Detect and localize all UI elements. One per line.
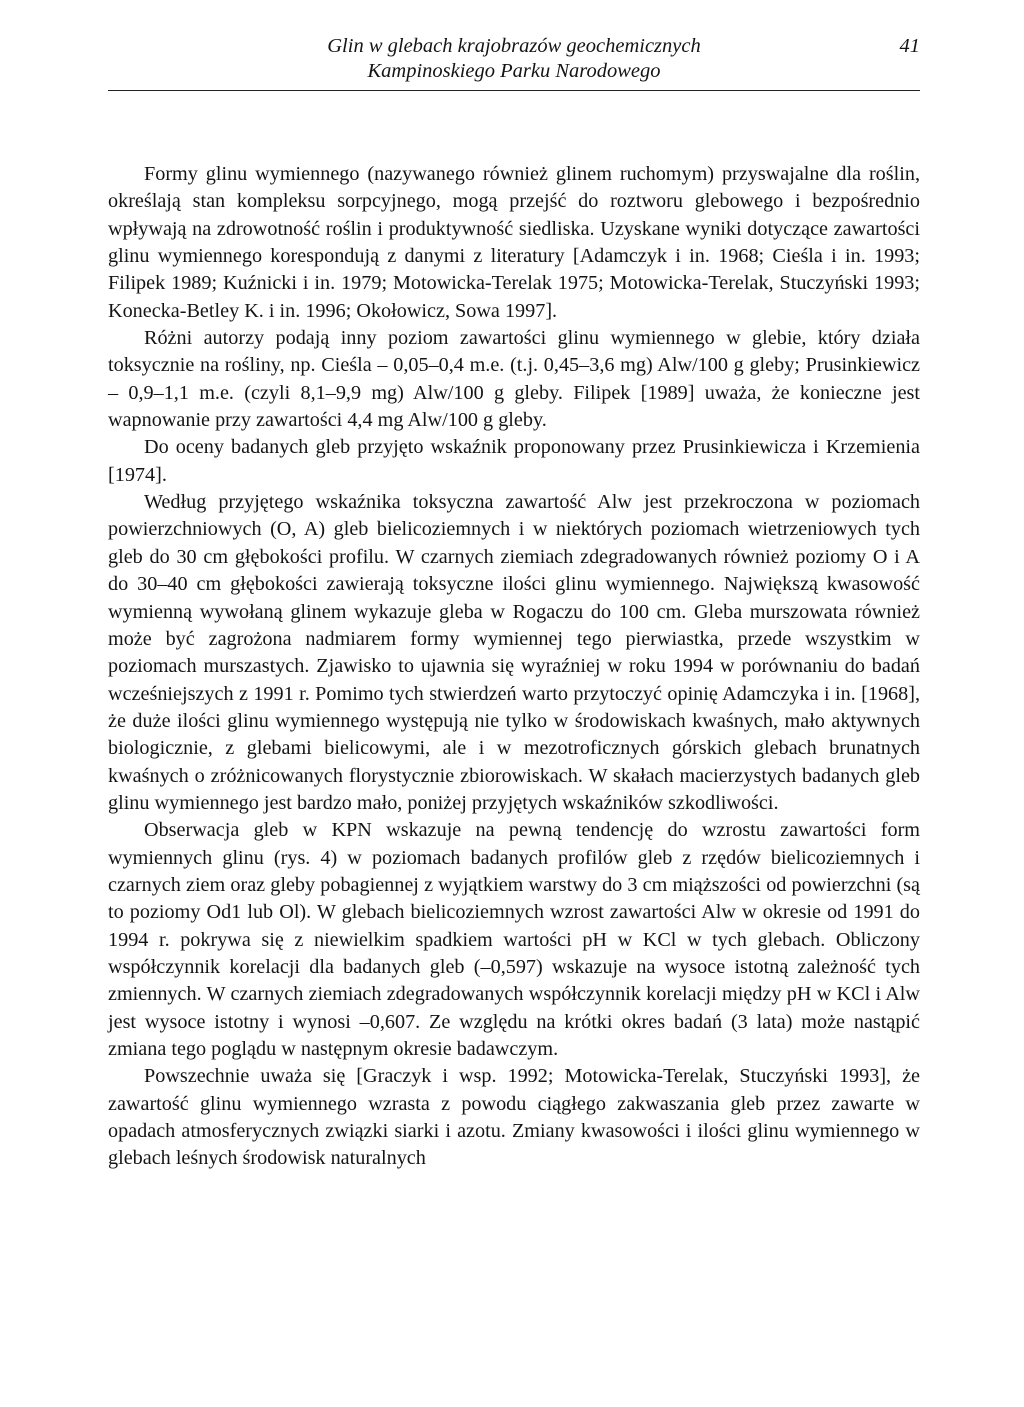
paragraph: Formy glinu wymiennego (nazywanego również glinem ruchomym) przyswajalne dla roślin, określają stan kompleksu sorpcyjnego, mogą przejść do roztworu glebowego i bezpośrednio wpływają na zdrowotność roślin i produktywność siedliska. Uzyskane wyniki dotyczące zawartości glinu wymiennego korespondują z danymi z literatury [Adamczyk i in. 1968; Cieśla i in. 1993; Filipek 1989; Kuźnicki i in. 1979; Motowicka-Terelak 1975; Motowicka-Terelak, Stuczyński 1993; Konecka-Betley K. i in. 1996; Okołowicz, Sowa 1997]. (108, 163, 920, 322)
running-header (108, 34, 920, 91)
running-title (108, 34, 920, 84)
page-number: 41 (899, 35, 920, 57)
paragraph: Powszechnie uważa się [Graczyk i wsp. 1992; Motowicka-Terelak, Stuczyński 1993], że zawartość glinu wymiennego wzrasta z powodu ciągłego zakwaszania gleb przez zawarte w opadach atmosferycznych związki siarki i azotu. Zmiany kwasowości i ilości glinu wymiennego w glebach leśnych środowisk naturalnych (108, 1065, 920, 1170)
paragraph: Według przyjętego wskaźnika toksyczna zawartość Alw jest przekroczona w poziomach powierzchniowych (O, A) gleb bielicoziemnych i w niektórych poziomach wietrzeniowych tych gleb do 30 cm głębokości profilu. W czarnych ziemiach zdegradowanych również poziomy O i A do 30–40 cm głębokości zawierają toksyczne ilości glinu wymiennego. Największą kwasowość wymienną wywołaną glinem wykazuje gleba w Rogaczu do 100 cm. Gleba murszowata również może być zagrożona nadmiarem formy wymiennej tego pierwiastka, przede wszystkim w poziomach murszastych. Zjawisko to ujawnia się wyraźniej w roku 1994 w porównaniu do badań wcześniejszych z 1991 r. Pomimo tych stwierdzeń warto przytoczyć opinię Adamczyka i in. [1968], że duże ilości glinu wymiennego występują nie tylko w środowiskach kwaśnych, mało aktywnych biologicznie, z glebami bielicowymi, ale i w mezotroficznych górskich glebach brunatnych kwaśnych o zróżnicowanych florystycznie zbiorowiskach. W skałach macierzystych badanych gleb glinu wymiennego jest bardzo mało, poniżej przyjętych wskaźników szkodliwości. (108, 491, 920, 814)
running-title-line-1: Glin w glebach krajobrazów geochemicznych (327, 35, 701, 57)
page (108, 34, 920, 1173)
running-title-line-2: Kampinoskiego Parku Narodowego (367, 60, 661, 82)
body-text (108, 161, 920, 1173)
paragraph: Obserwacja gleb w KPN wskazuje na pewną tendencję do wzrostu zawartości form wymiennych glinu (rys. 4) w poziomach badanych profilów gleb z rzędów bielicoziemnych i czarnych ziem oraz gleby pobagiennej z wyjątkiem warstwy do 3 cm miąższości od powierzchni (są to poziomy Od1 lub Ol). W glebach bielicoziemnych wzrost zawartości Alw w okresie od 1991 do 1994 r. pokrywa się z niewielkim spadkiem wartości pH w KCl w tych glebach. Obliczony współczynnik korelacji dla badanych gleb (–0,597) wskazuje na wysoce istotną zależność tych zmiennych. W czarnych ziemiach zdegradowanych współczynnik korelacji między pH w KCl i Alw jest wysoce istotny i wynosi –0,607. Ze względu na krótki okres badań (3 lata) może nastąpić zmiana tego poglądu w następnym okresie badawczym. (108, 819, 920, 1060)
paragraph: Do oceny badanych gleb przyjęto wskaźnik proponowany przez Prusinkiewicza i Krzemienia [1974]. (108, 436, 920, 486)
paragraph: Różni autorzy podają inny poziom zawartości glinu wymiennego w glebie, który działa toksycznie na rośliny, np. Cieśla – 0,05–0,4 m.e. (t.j. 0,45–3,6 mg) Alw/100 g gleby; Prusinkiewicz – 0,9–1,1 m.e. (czyli 8,1–9,9 mg) Alw/100 g gleby. Filipek [1989] uważa, że konieczne jest wapnowanie przy zawartości 4,4 mg Alw/100 g gleby. (108, 327, 920, 432)
